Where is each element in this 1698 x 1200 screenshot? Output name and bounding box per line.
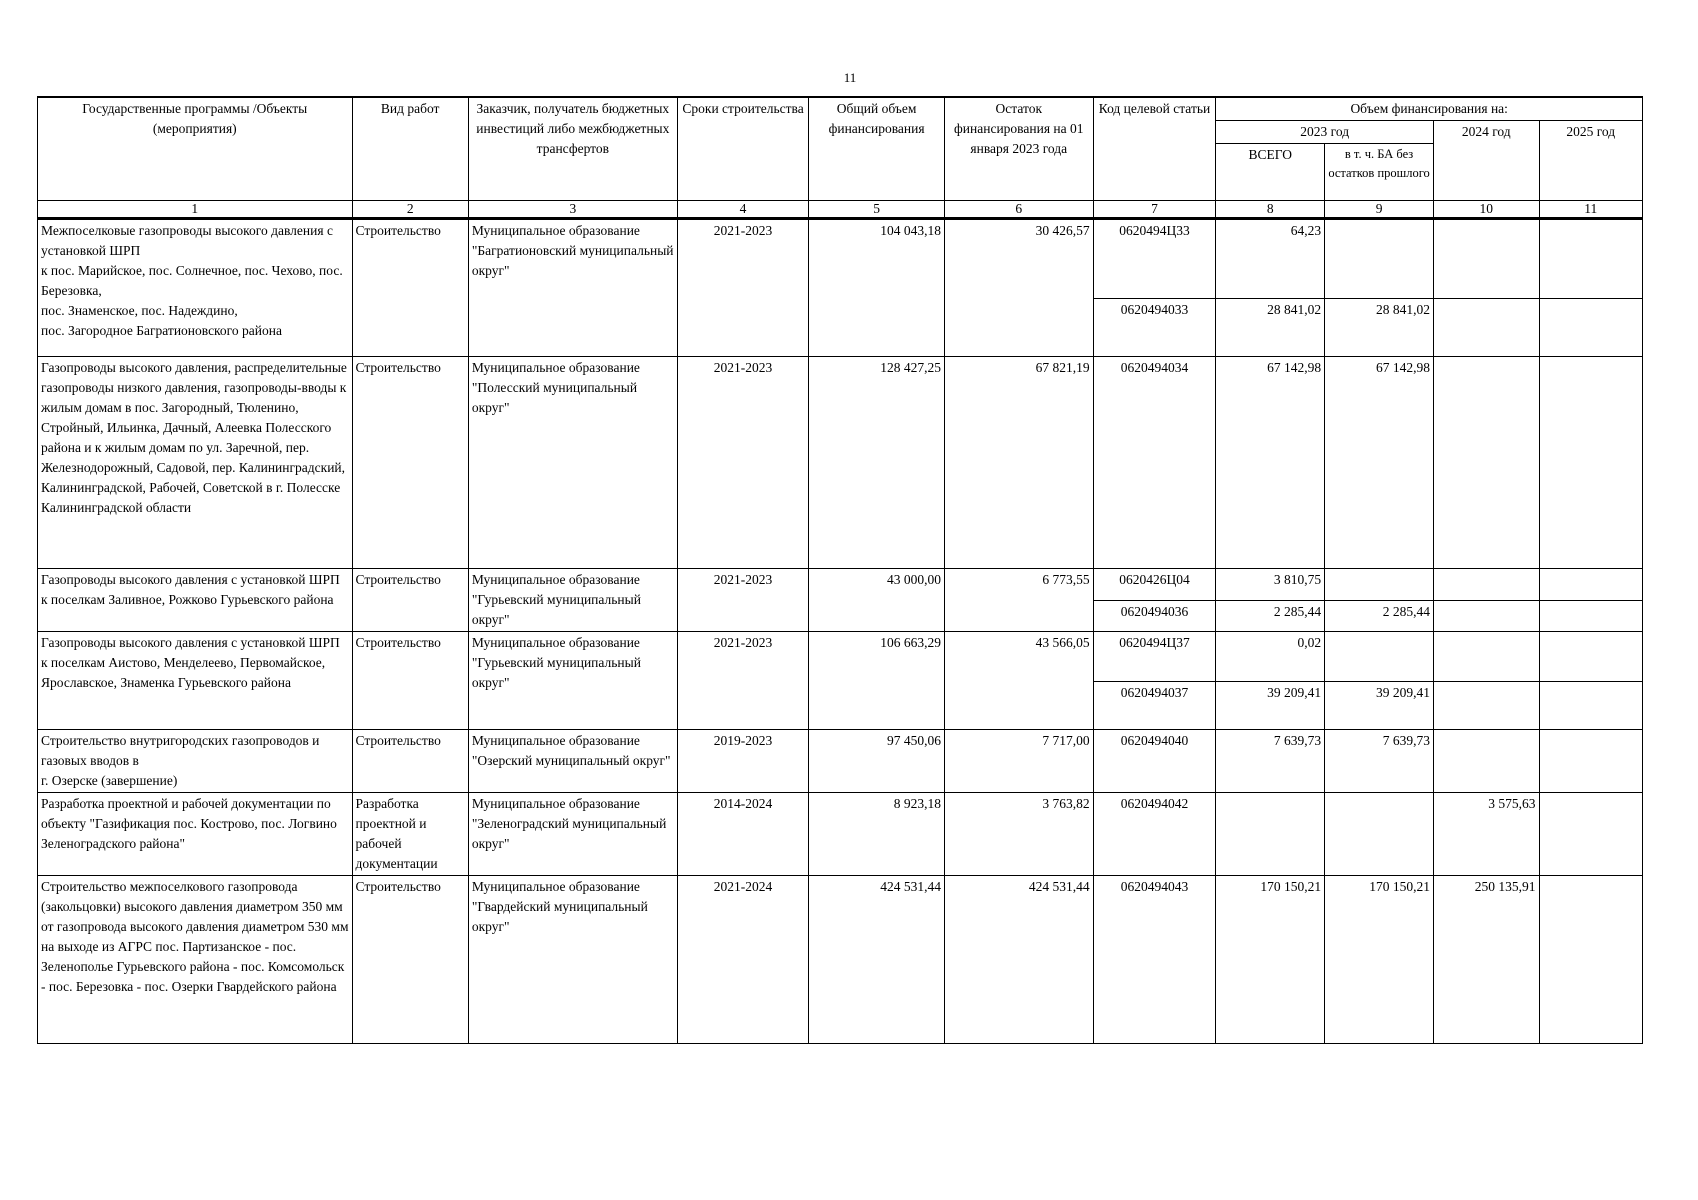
- funding-2024-cell: 250 135,91: [1433, 876, 1539, 1044]
- total-funding-cell: 106 663,29: [809, 632, 945, 730]
- table-row: [38, 730, 1643, 793]
- investment-table: [37, 96, 1643, 1044]
- ba-2023-cell: 39 209,41: [1325, 682, 1434, 730]
- header-work-type: Вид работ: [352, 97, 468, 201]
- code-cell: 0620494043: [1093, 876, 1216, 1044]
- header-objects: Государственные программы /Объекты (мероприятия): [38, 97, 353, 201]
- object-name-cell: Строительство межпоселкового газопровода (закольцовки) высокого давления диаметром 350 мм от газопровода высокого давления диаметром 530 мм на выходе из АГРС пос. Партизанское - пос. Зеленополье Гурьевского района - пос. Комсомольск - пос. Березовка - пос. Озерки Гвардейского района: [38, 876, 353, 1044]
- funding-2025-cell: [1539, 730, 1642, 793]
- table-body: [38, 219, 1643, 1044]
- object-name-cell: Газопроводы высокого давления с установкой ШРП к поселкам Заливное, Рожково Гурьевского района: [38, 569, 353, 632]
- funding-2024-cell: [1433, 219, 1539, 299]
- period-cell: 2021-2024: [677, 876, 808, 1044]
- funding-2024-cell: [1433, 569, 1539, 601]
- funding-2025-cell: [1539, 876, 1642, 1044]
- code-cell: 0620494Ц33: [1093, 219, 1216, 299]
- work-type-cell: Разработка проектной и рабочей документации: [352, 793, 468, 876]
- remainder-cell: 424 531,44: [944, 876, 1093, 1044]
- code-cell: 0620494034: [1093, 357, 1216, 569]
- customer-cell: Муниципальное образование "Гвардейский муниципальный округ": [468, 876, 677, 1044]
- table-row: [38, 793, 1643, 876]
- work-type-cell: Строительство: [352, 357, 468, 569]
- work-type-cell: Строительство: [352, 569, 468, 632]
- work-type-cell: Строительство: [352, 876, 468, 1044]
- column-number: 9: [1325, 201, 1434, 219]
- total-2023-cell: 170 150,21: [1216, 876, 1325, 1044]
- code-cell: 0620494036: [1093, 600, 1216, 632]
- ba-2023-cell: [1325, 632, 1434, 682]
- customer-cell: Муниципальное образование "Гурьевский муниципальный округ": [468, 632, 677, 730]
- work-type-cell: Строительство: [352, 730, 468, 793]
- header-period: Сроки строительства: [677, 97, 808, 201]
- funding-2025-cell: [1539, 632, 1642, 682]
- remainder-cell: 30 426,57: [944, 219, 1093, 357]
- total-2023-cell: 28 841,02: [1216, 299, 1325, 357]
- column-number: 3: [468, 201, 677, 219]
- code-cell: 0620494040: [1093, 730, 1216, 793]
- object-name-cell: Строительство внутригородских газопроводов и газовых вводов в г. Озерске (завершение): [38, 730, 353, 793]
- ba-2023-cell: 67 142,98: [1325, 357, 1434, 569]
- column-number: 11: [1539, 201, 1642, 219]
- period-cell: 2021-2023: [677, 357, 808, 569]
- column-number: 1: [38, 201, 353, 219]
- page-number: 11: [843, 70, 857, 85]
- header-total-funding: Общий объем финансирования: [809, 97, 945, 201]
- table-row: [38, 569, 1643, 601]
- object-name-cell: Межпоселковые газопроводы высокого давления с установкой ШРП к пос. Марийское, пос. Солнечное, пос. Чехово, пос. Березовка, пос. Знаменское, пос. Надеждино, пос. Загородное Багратионовского района: [38, 219, 353, 357]
- funding-2024-cell: [1433, 682, 1539, 730]
- total-funding-cell: 43 000,00: [809, 569, 945, 632]
- total-funding-cell: 8 923,18: [809, 793, 945, 876]
- work-type-cell: Строительство: [352, 632, 468, 730]
- funding-2025-cell: [1539, 357, 1642, 569]
- header-ba-2023: в т. ч. БА без остатков прошлого: [1325, 144, 1434, 201]
- total-2023-cell: 64,23: [1216, 219, 1325, 299]
- funding-2025-cell: [1539, 682, 1642, 730]
- customer-cell: Муниципальное образование "Озерский муниципальный округ": [468, 730, 677, 793]
- remainder-cell: 43 566,05: [944, 632, 1093, 730]
- funding-2024-cell: [1433, 730, 1539, 793]
- customer-cell: Муниципальное образование "Зеленоградский муниципальный округ": [468, 793, 677, 876]
- total-funding-cell: 424 531,44: [809, 876, 945, 1044]
- object-name-cell: Газопроводы высокого давления с установкой ШРП к поселкам Аистово, Менделеево, Первомайское, Ярославское, Знаменка Гурьевского района: [38, 632, 353, 730]
- funding-2025-cell: [1539, 219, 1642, 299]
- ba-2023-cell: 7 639,73: [1325, 730, 1434, 793]
- total-2023-cell: 39 209,41: [1216, 682, 1325, 730]
- table-row: [38, 632, 1643, 682]
- header-remainder: Остаток финансирования на 01 января 2023 года: [944, 97, 1093, 201]
- customer-cell: Муниципальное образование "Гурьевский муниципальный округ": [468, 569, 677, 632]
- header-customer: Заказчик, получатель бюджетных инвестиций либо межбюджетных трансфертов: [468, 97, 677, 201]
- funding-2025-cell: [1539, 299, 1642, 357]
- total-funding-cell: 97 450,06: [809, 730, 945, 793]
- table-row: [38, 876, 1643, 1044]
- ba-2023-cell: 2 285,44: [1325, 600, 1434, 632]
- object-name-cell: Газопроводы высокого давления, распределительные газопроводы низкого давления, газопроводы-вводы к жилым домам в пос. Загородный, Тюленино, Стройный, Ильинка, Дачный, Алеевка Полесского района и к жилым домам по ул. Заречной, пер. Железнодорожный, Садовой, пер. Калининградский, Калининградской, Рабочей, Советской в г. Полесске Калининградской области: [38, 357, 353, 569]
- funding-2024-cell: [1433, 600, 1539, 632]
- header-year-2023: 2023 год: [1216, 121, 1434, 144]
- total-2023-cell: 2 285,44: [1216, 600, 1325, 632]
- customer-cell: Муниципальное образование "Багратионовский муниципальный округ": [468, 219, 677, 357]
- header-total-2023: ВСЕГО: [1216, 144, 1325, 201]
- table-row: [38, 219, 1643, 299]
- table-row: [38, 357, 1643, 569]
- code-cell: 0620426Ц04: [1093, 569, 1216, 601]
- remainder-cell: 67 821,19: [944, 357, 1093, 569]
- column-number: 4: [677, 201, 808, 219]
- period-cell: 2021-2023: [677, 632, 808, 730]
- ba-2023-cell: 28 841,02: [1325, 299, 1434, 357]
- funding-2024-cell: [1433, 357, 1539, 569]
- ba-2023-cell: 170 150,21: [1325, 876, 1434, 1044]
- total-2023-cell: 67 142,98: [1216, 357, 1325, 569]
- period-cell: 2014-2024: [677, 793, 808, 876]
- work-type-cell: Строительство: [352, 219, 468, 357]
- column-numbers-row: [38, 201, 1643, 219]
- funding-2024-cell: [1433, 632, 1539, 682]
- code-cell: 0620494Ц37: [1093, 632, 1216, 682]
- column-number: 10: [1433, 201, 1539, 219]
- column-number: 5: [809, 201, 945, 219]
- customer-cell: Муниципальное образование "Полесский муниципальный округ": [468, 357, 677, 569]
- period-cell: 2021-2023: [677, 219, 808, 357]
- total-funding-cell: 104 043,18: [809, 219, 945, 357]
- code-cell: 0620494033: [1093, 299, 1216, 357]
- period-cell: 2021-2023: [677, 569, 808, 632]
- ba-2023-cell: [1325, 219, 1434, 299]
- total-funding-cell: 128 427,25: [809, 357, 945, 569]
- header-year-2025: 2025 год: [1539, 121, 1642, 201]
- funding-2024-cell: 3 575,63: [1433, 793, 1539, 876]
- object-name-cell: Разработка проектной и рабочей документации по объекту "Газификация пос. Кострово, пос. Логвино Зеленоградского района": [38, 793, 353, 876]
- period-cell: 2019-2023: [677, 730, 808, 793]
- total-2023-cell: [1216, 793, 1325, 876]
- ba-2023-cell: [1325, 793, 1434, 876]
- remainder-cell: 3 763,82: [944, 793, 1093, 876]
- funding-2025-cell: [1539, 793, 1642, 876]
- funding-2025-cell: [1539, 600, 1642, 632]
- total-2023-cell: 7 639,73: [1216, 730, 1325, 793]
- column-number: 8: [1216, 201, 1325, 219]
- funding-2025-cell: [1539, 569, 1642, 601]
- total-2023-cell: 3 810,75: [1216, 569, 1325, 601]
- remainder-cell: 7 717,00: [944, 730, 1093, 793]
- code-cell: 0620494042: [1093, 793, 1216, 876]
- header-code: Код целевой статьи: [1093, 97, 1216, 201]
- column-number: 2: [352, 201, 468, 219]
- remainder-cell: 6 773,55: [944, 569, 1093, 632]
- header-year-2024: 2024 год: [1433, 121, 1539, 201]
- ba-2023-cell: [1325, 569, 1434, 601]
- funding-2024-cell: [1433, 299, 1539, 357]
- column-number: 7: [1093, 201, 1216, 219]
- total-2023-cell: 0,02: [1216, 632, 1325, 682]
- header-funding-group: Объем финансирования на:: [1216, 97, 1643, 121]
- code-cell: 0620494037: [1093, 682, 1216, 730]
- column-number: 6: [944, 201, 1093, 219]
